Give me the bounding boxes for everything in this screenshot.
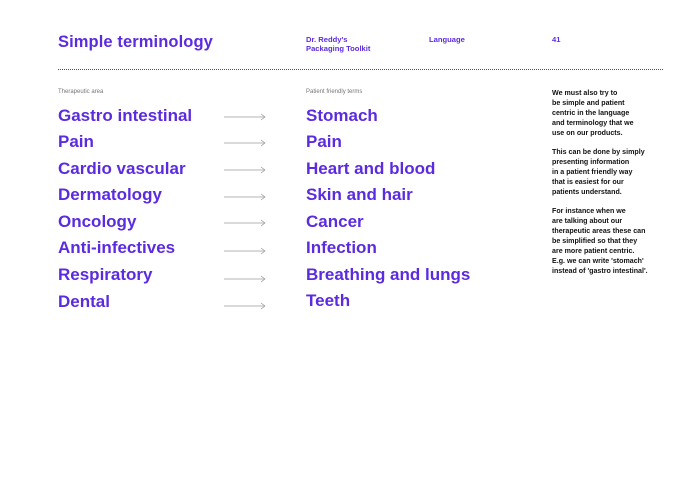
friendly-term: Cancer: [306, 212, 364, 231]
therapeutic-term: Oncology: [58, 212, 137, 231]
therapeutic-term: Dermatology: [58, 185, 162, 204]
friendly-term: Teeth: [306, 291, 351, 310]
brand-line-2: Packaging Toolkit: [306, 44, 371, 53]
brand-line-1: Dr. Reddy's: [306, 35, 348, 44]
sidebar-paragraph: This can be done by simply presenting information in a patient friendly way that is easiest for our patients understand.: [552, 148, 645, 196]
sidebar-text: [552, 88, 664, 285]
therapeutic-term: Pain: [58, 132, 94, 151]
friendly-term: Breathing and lungs: [306, 265, 471, 284]
therapeutic-term: Gastro intestinal: [58, 106, 193, 125]
sidebar-paragraph: For instance when we are talking about our therapeutic areas these can be simplified so that they are more patient centric. E.g. we can write 'stomach' instead of 'gastro intestinal'.: [552, 207, 648, 275]
patient-friendly-label: Patient friendly terms: [306, 89, 363, 95]
brand-block: [306, 35, 370, 53]
therapeutic-term: Anti-infectives: [58, 238, 176, 257]
friendly-term: Pain: [306, 132, 342, 151]
therapeutic-area-label: Therapeutic area: [58, 89, 104, 95]
friendly-term: Skin and hair: [306, 185, 413, 204]
right-arrow-icon: [224, 247, 266, 255]
right-arrow-icon: [224, 275, 266, 283]
page-title: Simple terminology: [58, 33, 213, 51]
friendly-term: Heart and blood: [306, 159, 436, 178]
right-arrow-icon: [224, 302, 266, 310]
friendly-term: Infection: [306, 238, 377, 257]
right-arrow-icon: [224, 113, 266, 121]
sidebar-paragraph: We must also try to be simple and patient centric in the language and terminology that we use on our products.: [552, 89, 634, 137]
right-arrow-icon: [224, 166, 266, 174]
section-label: Language: [429, 35, 465, 44]
right-arrow-icon: [224, 139, 266, 147]
therapeutic-term: Dental: [58, 292, 110, 311]
therapeutic-term: Cardio vascular: [58, 159, 186, 178]
therapeutic-term: Respiratory: [58, 265, 153, 284]
friendly-term: Stomach: [306, 106, 378, 125]
header-divider: [58, 69, 663, 70]
page-number: 41: [552, 35, 561, 44]
right-arrow-icon: [224, 219, 266, 227]
right-arrow-icon: [224, 193, 266, 201]
